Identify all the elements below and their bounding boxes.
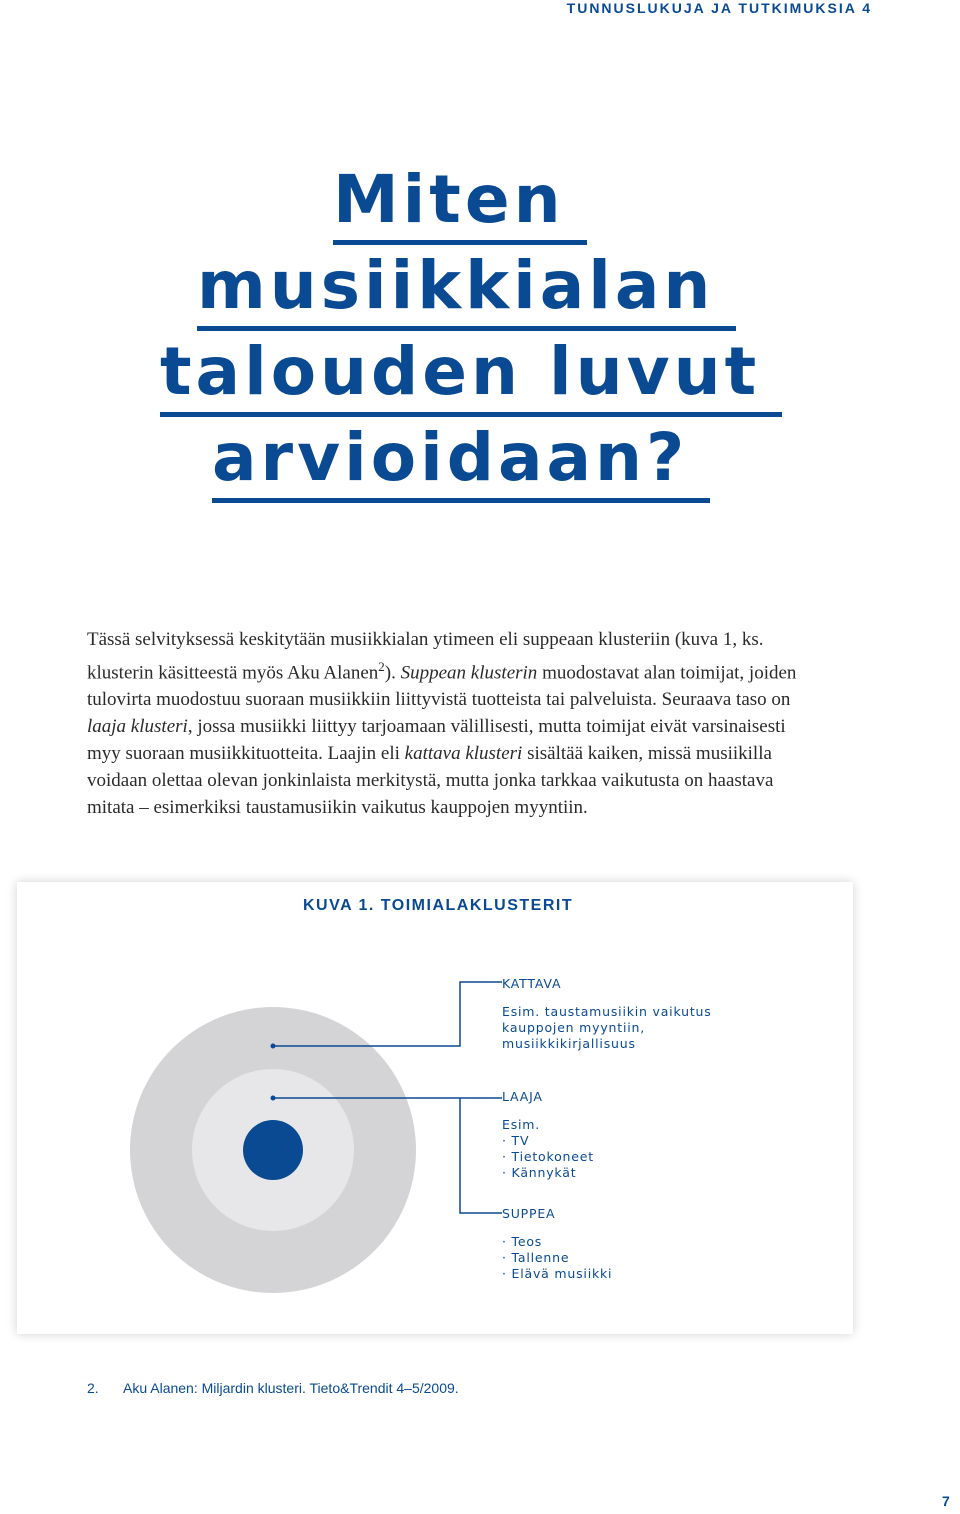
legend-suppea <box>502 1206 612 1282</box>
footnote-number: 2. <box>87 1380 99 1396</box>
running-header: TUNNUSLUKUJA JA TUTKIMUKSIA 4 <box>566 0 872 16</box>
page-number: 7 <box>942 1493 950 1509</box>
legend-kattava-label: KATTAVA <box>502 976 562 991</box>
legend-suppea-line: · Elävä musiikki <box>502 1266 613 1281</box>
legend-kattava-line: Esim. taustamusiikin vaikutus <box>502 1004 712 1019</box>
legend-suppea-label: SUPPEA <box>502 1206 556 1221</box>
term-suppea: Suppean klusterin <box>400 662 538 684</box>
figure-box <box>17 882 853 1334</box>
legend-laaja-line: · TV <box>502 1133 530 1148</box>
title-line-1: Miten <box>333 160 587 245</box>
legend-suppea-line: · Teos <box>502 1234 543 1249</box>
legend-kattava-line: musiikkikirjallisuus <box>502 1036 636 1051</box>
footnote-ref: 2 <box>378 659 385 674</box>
body-text-1-end: ). <box>384 662 401 684</box>
kattava-dot <box>271 1044 276 1049</box>
title-line-3: talouden luvut <box>160 332 782 417</box>
legend-laaja-line: Esim. <box>502 1117 541 1132</box>
suppea-connector <box>460 1098 502 1213</box>
legend-laaja-label: LAAJA <box>502 1089 543 1104</box>
legend-laaja <box>502 1089 594 1181</box>
term-laaja: laaja klusteri <box>87 716 188 738</box>
legend-suppea-line: · Tallenne <box>502 1250 570 1265</box>
legend-laaja-line: · Tietokoneet <box>502 1149 594 1164</box>
cluster-diagram <box>17 882 853 1334</box>
legend-kattava-line: kauppojen myyntiin, <box>502 1020 646 1035</box>
legend-laaja-line: · Kännykät <box>502 1165 577 1180</box>
body-text-4: sisältää kaiken, missä musiikilla voidaan olettaa olevan jonkinlaista merkitystä, mutta jonka tarkkaa vaikutusta on haastava mitata – esimerkiksi taustamusiikin vaikutus kauppojen myyntiin. <box>87 743 774 819</box>
figure-title: KUVA 1. TOIMIALAKLUSTERIT <box>303 897 574 914</box>
body-text-1: Tässä selvityksessä keskitytään musiikkialan ytimeen eli suppeaan klusteriin (kuva 1, ks. klusterin käsitteestä myös Aku Alanen <box>87 629 764 684</box>
body-paragraph <box>87 626 807 821</box>
laaja-dot <box>271 1096 276 1101</box>
body-text-2: muodostavat alan toimijat, joiden tulovirta muodostuu suoraan musiikkiin liittyvistä tuotteista tai palveluista. Seuraava taso on <box>87 662 797 711</box>
footnote <box>87 1380 459 1396</box>
title-line-2: musiikkialan <box>197 246 736 331</box>
term-kattava: kattava klusteri <box>404 743 523 765</box>
title-line-4: arvioidaan? <box>212 418 710 503</box>
suppea-circle <box>243 1120 303 1180</box>
legend-kattava <box>502 976 712 1052</box>
body-text-3: , jossa musiikki liittyy tarjoamaan välillisesti, mutta toimijat eivät varsinaisesti myy suoraan musiikkituotteita. Laajin eli <box>87 716 786 765</box>
footnote-text: Aku Alanen: Miljardin klusteri. Tieto&Trendit 4–5/2009. <box>123 1380 459 1396</box>
